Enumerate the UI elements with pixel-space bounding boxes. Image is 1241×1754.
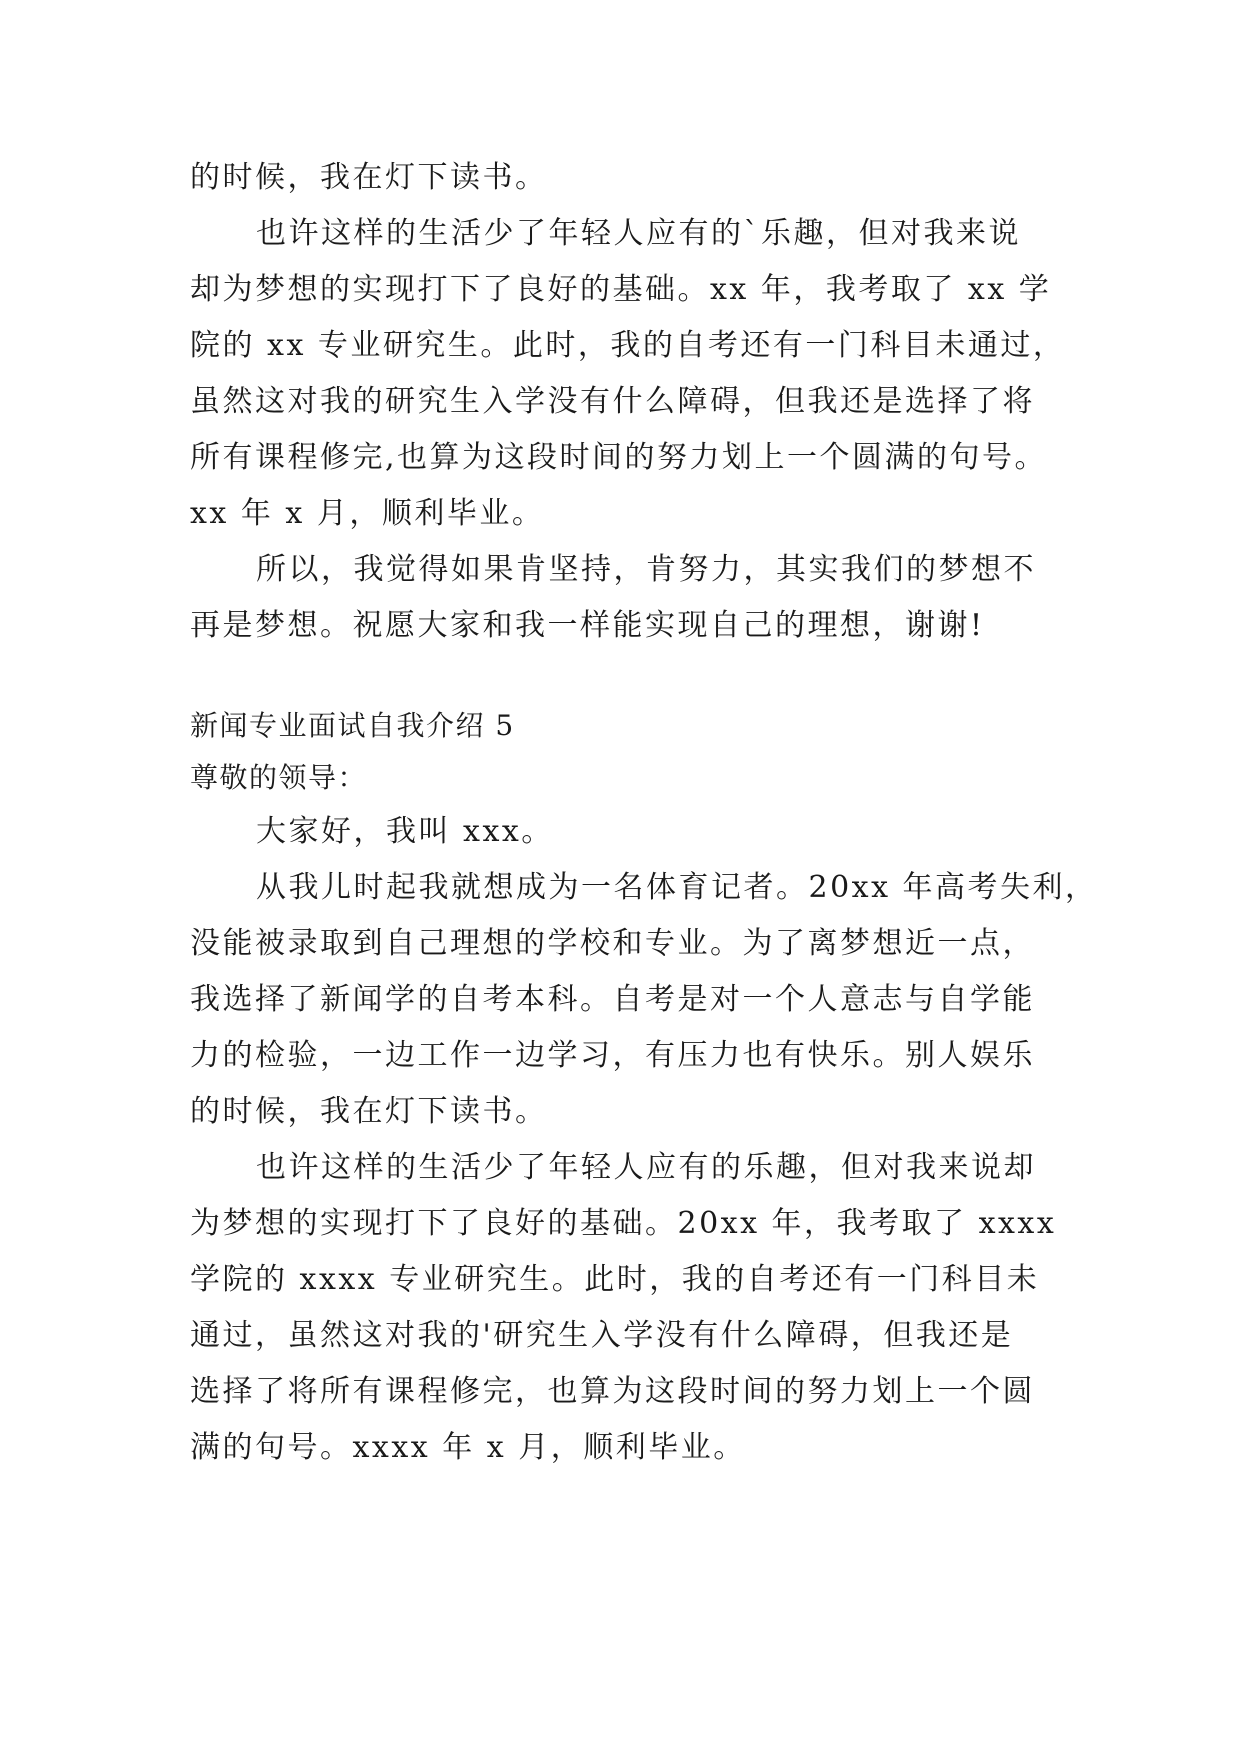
paragraph xyxy=(190,542,1060,654)
text-line: 学院的 xxxx 专业研究生。此时，我的自考还有一门科目未 xyxy=(190,1262,1040,1297)
text-line: 也许这样的生活少了年轻人应有的乐趣，但对我来说却 xyxy=(256,1150,1036,1185)
text-line: xx 年 x 月，顺利毕业。 xyxy=(190,496,545,531)
salutation: 尊敬的领导： xyxy=(190,761,368,794)
text-line: 满的句号。xxxx 年 x 月，顺利毕业。 xyxy=(190,1430,746,1465)
text-line: 再是梦想。祝愿大家和我一样能实现自己的理想，谢谢! xyxy=(190,608,985,643)
text-line: 没能被录取到自己理想的学校和专业。为了离梦想近一点， xyxy=(190,926,1035,961)
text-line: 力的检验，一边工作一边学习，有压力也有快乐。别人娱乐 xyxy=(190,1038,1035,1073)
greeting: 大家好，我叫 xxx。 xyxy=(256,814,554,849)
text-line: 从我儿时起我就想成为一名体育记者。20xx 年高考失利， xyxy=(256,870,1098,905)
text-line: 虽然这对我的研究生入学没有什么障碍，但我还是选择了将 xyxy=(190,384,1035,419)
text-line: 所以，我觉得如果肯坚持，肯努力，其实我们的梦想不 xyxy=(256,552,1036,587)
paragraph xyxy=(190,1140,1060,1476)
text-line: 院的 xx 专业研究生。此时，我的自考还有一门科目未通过， xyxy=(190,328,1066,363)
text-line: 为梦想的实现打下了良好的基础。20xx 年，我考取了 xxxx xyxy=(190,1206,1057,1241)
section-gap xyxy=(190,654,1060,700)
text-line: 却为梦想的实现打下了良好的基础。xx 年，我考取了 xx 学 xyxy=(190,272,1052,307)
text-line: 选择了将所有课程修完，也算为这段时间的努力划上一个圆 xyxy=(190,1374,1035,1409)
paragraph-continued xyxy=(190,150,1060,206)
text-line: 通过，虽然这对我的'研究生入学没有什么障碍，但我还是 xyxy=(190,1318,1014,1353)
text-line: 的时候，我在灯下读书。 xyxy=(190,160,548,195)
section-title: 新闻专业面试自我介绍 5 xyxy=(190,709,515,742)
paragraph xyxy=(190,206,1066,542)
text-line: 的时候，我在灯下读书。 xyxy=(190,1094,548,1129)
document-page xyxy=(190,150,1098,1476)
text-line: 也许这样的生活少了年轻人应有的`乐趣，但对我来说 xyxy=(256,216,1021,251)
paragraph xyxy=(190,860,1098,1140)
text-line: 我选择了新闻学的自考本科。自考是对一个人意志与自学能 xyxy=(190,982,1035,1017)
text-line: 所有课程修完,也算为这段时间的努力划上一个圆满的句号。 xyxy=(190,440,1048,475)
